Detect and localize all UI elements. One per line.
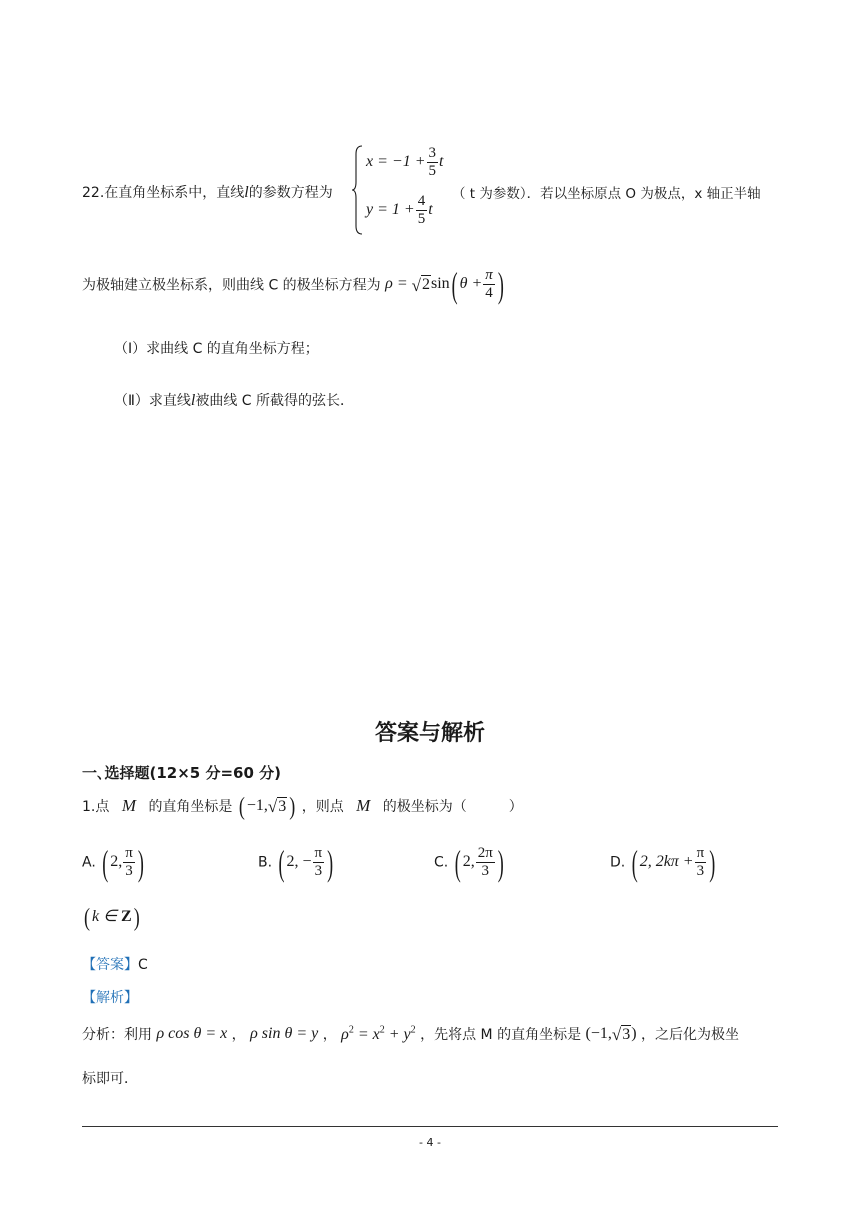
footer-divider xyxy=(82,1126,778,1127)
q22-line2: 为极轴建立极坐标系，则曲线 C 的极坐标方程为 ρ = √ 2 sin ( θ + $\frac{\pi}{4}$ ) xyxy=(82,264,504,305)
option-b: B. ( 2, − $\frac{\pi}{3}$ ) xyxy=(258,842,334,883)
section-heading: 一､选择题(12×5 分=60 分) xyxy=(82,764,281,782)
option-c: C. ( 2, $\frac{2\pi}{3}$ ) xyxy=(434,842,504,883)
q22-part2: （Ⅱ）求直线l被曲线 C 所截得的弦长． xyxy=(114,392,355,409)
analysis-label: 【解析】 xyxy=(82,990,138,1006)
q22-line-var: l xyxy=(244,184,249,201)
question-1: 1.点 M 的直角坐标是 ( −1, √ 3 ) ，则点 M 的极坐标为（ ） xyxy=(82,792,523,821)
question-22 xyxy=(82,140,782,240)
option-d: D. ( 2, 2kπ + $\frac{\pi}{3}$ ) xyxy=(610,842,716,883)
answer-value: C xyxy=(138,957,148,973)
answer-line xyxy=(82,954,148,974)
q22-equation-x: x = −1 + $\frac{3}{5}$ t xyxy=(366,145,444,179)
option-a: A. ( 2, $\frac{\pi}{3}$ ) xyxy=(82,842,144,883)
q22-mid: 的参数方程为 xyxy=(248,185,333,201)
brace-icon xyxy=(352,144,364,236)
q22-after: （ t 为参数）．若以坐标原点 O 为极点，x 轴正半轴 xyxy=(452,186,761,202)
answers-title: 答案与解析 xyxy=(374,721,485,746)
k-in-z: ( k ∈ Z ) xyxy=(84,903,140,932)
analysis-line-2: 标即可． xyxy=(82,1071,138,1087)
page-number: - 4 - xyxy=(419,1136,441,1149)
q22-prefix: 22.在直角坐标系中，直线 xyxy=(82,185,245,201)
answer-label: 【答案】 xyxy=(82,957,138,973)
polar-equation: ρ = √ 2 sin ( θ + $\frac{\pi}{4}$ ) xyxy=(385,264,504,305)
analysis-line-1: 分析：利用 ρ cos θ = x ， ρ sin θ = y ， $\rho^2 = x^2 + y^2$ ，先将点 M 的直角坐标是 (−1, √ 3 ) ，之后化为极坐 xyxy=(82,1024,740,1045)
q22-equation-y: y = 1 + $\frac{4}{5}$ t xyxy=(366,193,433,227)
q22-part1: （Ⅰ）求曲线 C 的直角坐标方程； xyxy=(114,341,319,357)
